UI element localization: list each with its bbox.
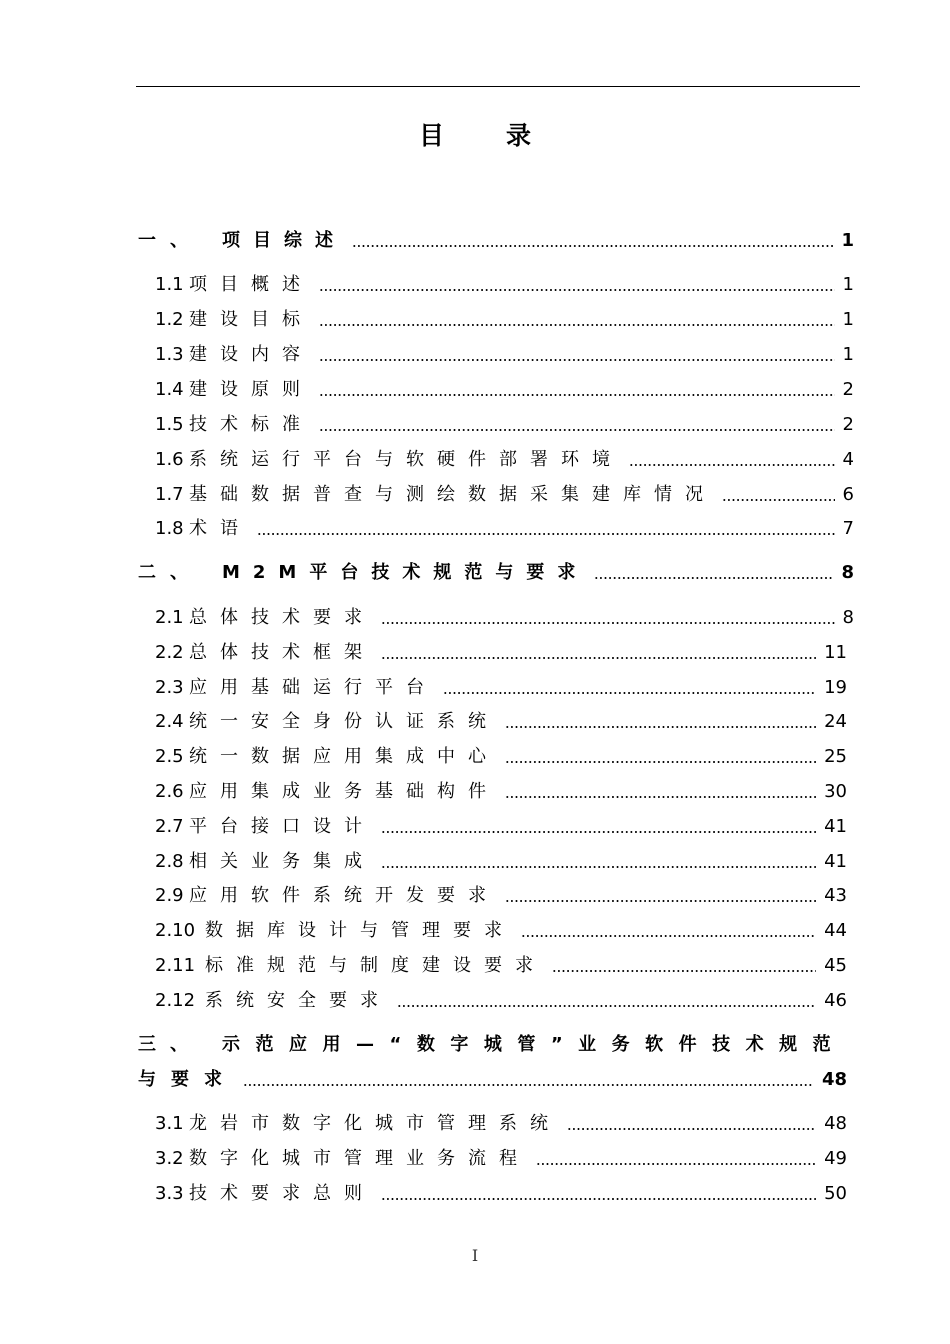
toc-entry-1-4[interactable] (155, 375, 854, 401)
toc-entry-2-9[interactable] (155, 881, 847, 907)
toc-section-title-line2: 与要求 (138, 1069, 237, 1090)
toc-page-number: 8 (842, 607, 854, 628)
toc-entry-number: 1.8 (155, 518, 184, 539)
toc-entry-1-2[interactable] (155, 305, 854, 331)
toc-entry-title: 应用基础运行平台 (189, 677, 437, 698)
leader-dots (381, 1189, 816, 1201)
toc-entry-1-8[interactable] (155, 514, 854, 540)
toc-page-number: 4 (842, 449, 854, 470)
leader-dots (257, 524, 835, 536)
toc-entry-number: 2.1 (155, 607, 184, 628)
leader-dots (505, 717, 816, 729)
toc-entry-title: 建设内容 (189, 344, 313, 365)
toc-entry-title: 系统安全要求 (205, 990, 391, 1011)
toc-page-number: 2 (842, 379, 854, 400)
toc-entry-number: 2.11 (155, 955, 196, 976)
toc-page-number: 11 (824, 642, 847, 663)
toc-entry-2-12[interactable] (155, 986, 847, 1012)
toc-entry-number: 1.6 (155, 449, 184, 470)
toc-entry-2-5[interactable] (155, 742, 847, 768)
toc-page-number: 25 (824, 746, 847, 767)
leader-dots (381, 857, 816, 869)
toc-entry-number: 1.7 (155, 484, 184, 505)
toc-entry-2-3[interactable] (155, 673, 847, 699)
leader-dots (722, 490, 835, 502)
toc-page-number: 48 (821, 1069, 847, 1090)
toc-entry-2-10[interactable] (155, 916, 847, 942)
leader-dots (319, 315, 835, 327)
toc-page-number: 41 (824, 816, 847, 837)
toc-entry-title: 系统运行平台与软硬件部署环境 (189, 449, 623, 470)
toc-page-number: 6 (842, 484, 854, 505)
toc-entry-number: 3.2 (155, 1148, 184, 1169)
toc-entry-title: 总体技术要求 (189, 607, 375, 628)
toc-page-number: 1 (842, 344, 854, 365)
toc-entry-title: 统一安全身份认证系统 (189, 711, 499, 732)
toc-entry-2-6[interactable] (155, 777, 847, 803)
toc-page-number: 19 (824, 677, 847, 698)
toc-entry-number: 2.2 (155, 642, 184, 663)
toc-section-title: 项目综述 (222, 230, 346, 251)
leader-dots (505, 752, 816, 764)
toc-entry-title: 项目概述 (189, 274, 313, 295)
toc-entry-title: 应用软件系统开发要求 (189, 885, 499, 906)
toc-page-number: 45 (824, 955, 847, 976)
toc-entry-title: 平台接口设计 (189, 816, 375, 837)
toc-entry-title: 数据库设计与管理要求 (205, 920, 515, 941)
toc-page-number: 24 (824, 711, 847, 732)
toc-page-number: 30 (824, 781, 847, 802)
leader-dots (243, 1075, 814, 1087)
leader-dots (319, 420, 835, 432)
toc-entry-1-5[interactable] (155, 410, 854, 436)
toc-entry-title: 术语 (189, 518, 251, 539)
toc-entry-number: 2.6 (155, 781, 184, 802)
leader-dots (381, 648, 816, 660)
leader-dots (594, 568, 833, 580)
toc-entry-2-4[interactable] (155, 707, 847, 733)
toc-page-number: 50 (824, 1183, 847, 1204)
toc-page-number: 46 (824, 990, 847, 1011)
toc-entry-number: 2.10 (155, 920, 196, 941)
toc-section-number: 一、 (138, 230, 202, 251)
toc-entry-2-8[interactable] (155, 847, 847, 873)
toc-entry-title: 建设目标 (189, 309, 313, 330)
toc-entry-title: 龙岩市数字化城市管理系统 (189, 1113, 561, 1134)
toc-page-number: 7 (842, 518, 854, 539)
toc-entry-number: 1.2 (155, 309, 184, 330)
toc-entry-number: 2.8 (155, 851, 184, 872)
toc-entry-title: 标准规范与制度建设要求 (205, 955, 546, 976)
toc-page-number: 49 (824, 1148, 847, 1169)
toc-section-1[interactable] (138, 226, 854, 252)
toc-section-2[interactable] (138, 558, 854, 584)
toc-entry-title: 技术要求总则 (189, 1183, 375, 1204)
leader-dots (443, 683, 816, 695)
toc-section-3-continued[interactable] (138, 1065, 847, 1091)
leader-dots (505, 891, 816, 903)
toc-entry-title: 建设原则 (189, 379, 313, 400)
toc-page-number: 2 (842, 414, 854, 435)
toc-page-number: 43 (824, 885, 847, 906)
toc-entry-3-3[interactable] (155, 1179, 847, 1205)
toc-entry-2-11[interactable] (155, 951, 847, 977)
toc-page-number: 48 (824, 1113, 847, 1134)
toc-entry-title: 数字化城市管理业务流程 (189, 1148, 530, 1169)
leader-dots (319, 280, 835, 292)
toc-entry-title: 统一数据应用集成中心 (189, 746, 499, 767)
leader-dots (352, 236, 833, 248)
toc-entry-number: 1.3 (155, 344, 184, 365)
toc-section-title: M2M平台技术规范与要求 (222, 562, 589, 583)
toc-entry-title: 总体技术框架 (189, 642, 375, 663)
toc-entry-title: 相关业务集成 (189, 851, 375, 872)
toc-section-3[interactable] (138, 1030, 854, 1056)
toc-section-title-line1: 示范应用—“数字城管”业务软件技术规范 (222, 1034, 847, 1055)
toc-entry-number: 3.3 (155, 1183, 184, 1204)
toc-entry-3-1[interactable] (155, 1109, 847, 1135)
toc-entry-number: 1.5 (155, 414, 184, 435)
toc-page-number: 41 (824, 851, 847, 872)
toc-page-number: 1 (842, 309, 854, 330)
leader-dots (397, 996, 816, 1008)
toc-entry-2-1[interactable] (155, 603, 854, 629)
toc-entry-3-2[interactable] (155, 1144, 847, 1170)
footer-page-number: I (471, 1246, 479, 1265)
leader-dots (567, 1119, 816, 1131)
toc-entry-1-3[interactable] (155, 340, 854, 366)
toc-entry-number: 2.7 (155, 816, 184, 837)
leader-dots (319, 350, 835, 362)
leader-dots (381, 613, 835, 625)
page-title: 目录 (418, 121, 593, 150)
leader-dots (629, 455, 835, 467)
toc-entry-1-6[interactable] (155, 445, 854, 471)
toc-entry-number: 1.4 (155, 379, 184, 400)
toc-entry-number: 2.3 (155, 677, 184, 698)
toc-entry-number: 2.9 (155, 885, 184, 906)
toc-entry-number: 2.4 (155, 711, 184, 732)
toc-section-number: 二、 (138, 562, 202, 583)
toc-entry-2-2[interactable] (155, 638, 847, 664)
toc-entry-number: 2.5 (155, 746, 184, 767)
toc-page-number: 44 (824, 920, 847, 941)
leader-dots (521, 926, 816, 938)
leader-dots (536, 1154, 816, 1166)
toc-entry-title: 技术标准 (189, 414, 313, 435)
toc-entry-number: 2.12 (155, 990, 196, 1011)
toc-entry-1-7[interactable] (155, 480, 854, 506)
toc-entry-number: 1.1 (155, 274, 184, 295)
toc-page-number: 8 (841, 562, 854, 583)
toc-entry-1-1[interactable] (155, 270, 854, 296)
leader-dots (319, 385, 835, 397)
toc-entry-number: 3.1 (155, 1113, 184, 1134)
toc-entry-2-7[interactable] (155, 812, 847, 838)
toc-section-number: 三、 (138, 1034, 202, 1055)
toc-entry-title: 应用集成业务基础构件 (189, 781, 499, 802)
toc-page-number: 1 (842, 274, 854, 295)
leader-dots (381, 822, 816, 834)
leader-dots (552, 961, 816, 973)
leader-dots (505, 787, 816, 799)
toc-page-number: 1 (841, 230, 854, 251)
toc-entry-title: 基础数据普查与测绘数据采集建库情况 (189, 484, 716, 505)
